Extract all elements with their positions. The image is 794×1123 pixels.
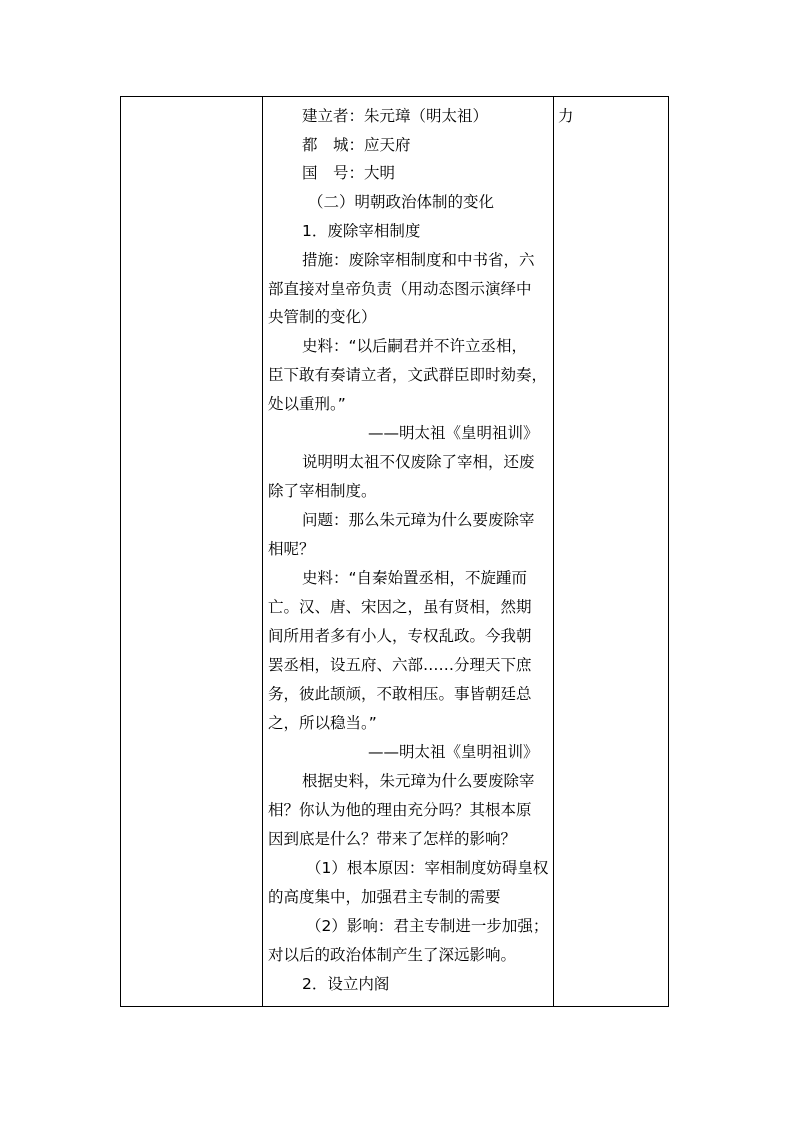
text-line: （2）影响：君主专制进一步加强；: [306, 917, 549, 935]
table-border-col2: [553, 96, 554, 1007]
text-line: 央管制的变化）: [268, 308, 377, 326]
section-heading: （二）明朝政治体制的变化: [308, 193, 495, 211]
citation: ——明太祖《皇明祖训》: [368, 424, 539, 442]
citation: ——明太祖《皇明祖训》: [368, 743, 539, 761]
text-line: 罢丞相，设五府、六部……分理天下庶: [268, 656, 532, 674]
text-line: 臣下敢有奏请立者，文武群臣即时劾奏，: [268, 366, 548, 384]
text-line: 根据史料，朱元璋为什么要废除宰: [302, 772, 535, 790]
table-border-col1: [262, 96, 263, 1007]
text-line: 的高度集中，加强君主专制的需要: [268, 888, 501, 906]
table-border-bottom: [120, 1006, 669, 1007]
text-line: 相呢？: [268, 540, 315, 558]
text-line: 国 号：大明: [302, 164, 396, 182]
text-line: （1）根本原因：宰相制度妨碍皇权: [306, 859, 549, 877]
subsection-heading: 2．设立内阁: [302, 975, 390, 993]
text-line: 说明明太祖不仅废除了宰相，还废: [302, 453, 535, 471]
text-line: 处以重刑。”: [268, 395, 346, 413]
text-line: 之，所以稳当。”: [268, 714, 377, 732]
text-line: 务，彼此颉颃，不敢相压。事皆朝廷总: [268, 685, 532, 703]
text-line: 亡。汉、唐、宋因之，虽有贤相，然期: [268, 598, 532, 616]
text-line: 除了宰相制度。: [268, 482, 377, 500]
text-line: 部直接对皇帝负责（用动态图示演绎中: [268, 280, 532, 298]
text-line: 相？你认为他的理由充分吗？其根本原: [268, 801, 532, 819]
text-line: 因到底是什么？带来了怎样的影响？: [268, 830, 517, 848]
text-line: 史料：“自秦始置丞相，不旋踵而: [302, 569, 528, 587]
text-line: 措施：废除宰相制度和中书省，六: [302, 251, 535, 269]
text-line: 建立者：朱元璋（明太祖）: [302, 107, 489, 125]
text-line: 间所用者多有小人，专权乱政。今我朝: [268, 627, 532, 645]
text-line: 史料：“以后嗣君并不许立丞相，: [302, 337, 528, 355]
text-line: 都 城：应天府: [302, 136, 411, 154]
text-line: 问题：那么朱元璋为什么要废除宰: [302, 511, 535, 529]
right-cell-text: 力: [558, 107, 574, 125]
text-line: 对以后的政治体制产生了深远影响。: [268, 946, 517, 964]
subsection-heading: 1．废除宰相制度: [302, 222, 421, 240]
table-border-right: [668, 96, 669, 1007]
left-cell: [121, 97, 262, 1006]
